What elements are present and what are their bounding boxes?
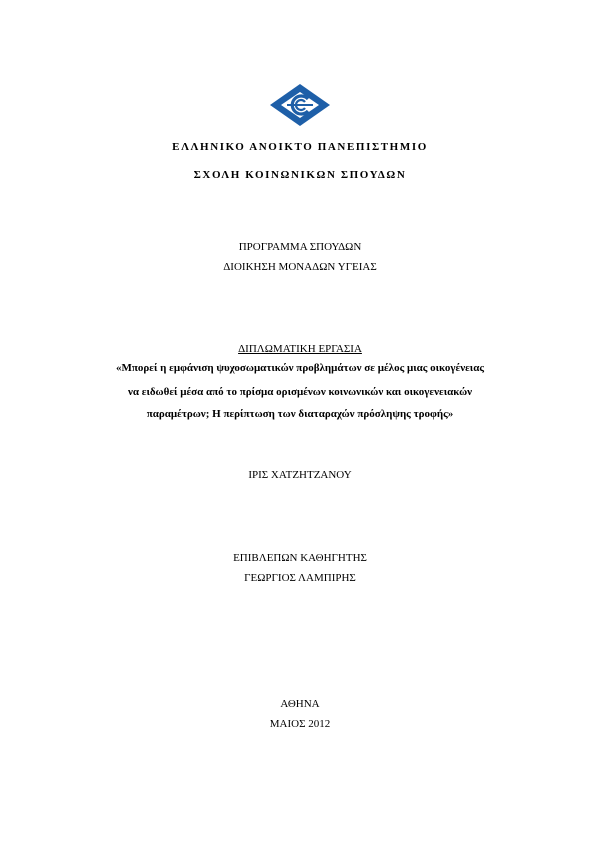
date: ΜΑΙΟΣ 2012 — [269, 718, 331, 730]
program-label: ΠΡΟΓΡΑΜΜΑ ΣΠΟΥΔΩΝ — [238, 241, 362, 253]
university-name: ΕΛΛΗΝΙΚΟ ΑΝΟΙΚΤΟ ΠΑΝΕΠΙΣΤΗΜΙΟ — [172, 141, 428, 153]
city: ΑΘΗΝΑ — [280, 698, 320, 710]
supervisor-label: ΕΠΙΒΛΕΠΩΝ ΚΑΘΗΓΗΤΗΣ — [233, 552, 367, 564]
school-name: ΣΧΟΛΗ ΚΟΙΝΩΝΙΚΩΝ ΣΠΟΥΔΩΝ — [193, 169, 407, 181]
program-name: ΔΙΟΙΚΗΣΗ ΜΟΝΑΔΩΝ ΥΓΕΙΑΣ — [223, 261, 377, 273]
thesis-title-line-3: παραμέτρων; Η περίπτωση των διαταραχών πρόσληψης τροφής» — [146, 408, 454, 420]
university-logo-icon — [269, 83, 331, 127]
thesis-title-line-1: «Μπορεί η εμφάνιση ψυχοσωματικών προβλημάτων σε μέλος μιας οικογένειας — [115, 362, 484, 374]
thesis-label: ΔΙΠΛΩΜΑΤΙΚΗ ΕΡΓΑΣΙΑ — [238, 343, 362, 355]
supervisor-name: ΓΕΩΡΓΙΟΣ ΛΑΜΠΙΡΗΣ — [244, 572, 356, 584]
thesis-title-line-2: να ειδωθεί μέσα από το πρίσμα ορισμένων κοινωνικών και οικογενειακών — [127, 386, 473, 398]
author-name: ΙΡΙΣ ΧΑΤΖΗΤΖΑΝΟΥ — [248, 469, 352, 481]
